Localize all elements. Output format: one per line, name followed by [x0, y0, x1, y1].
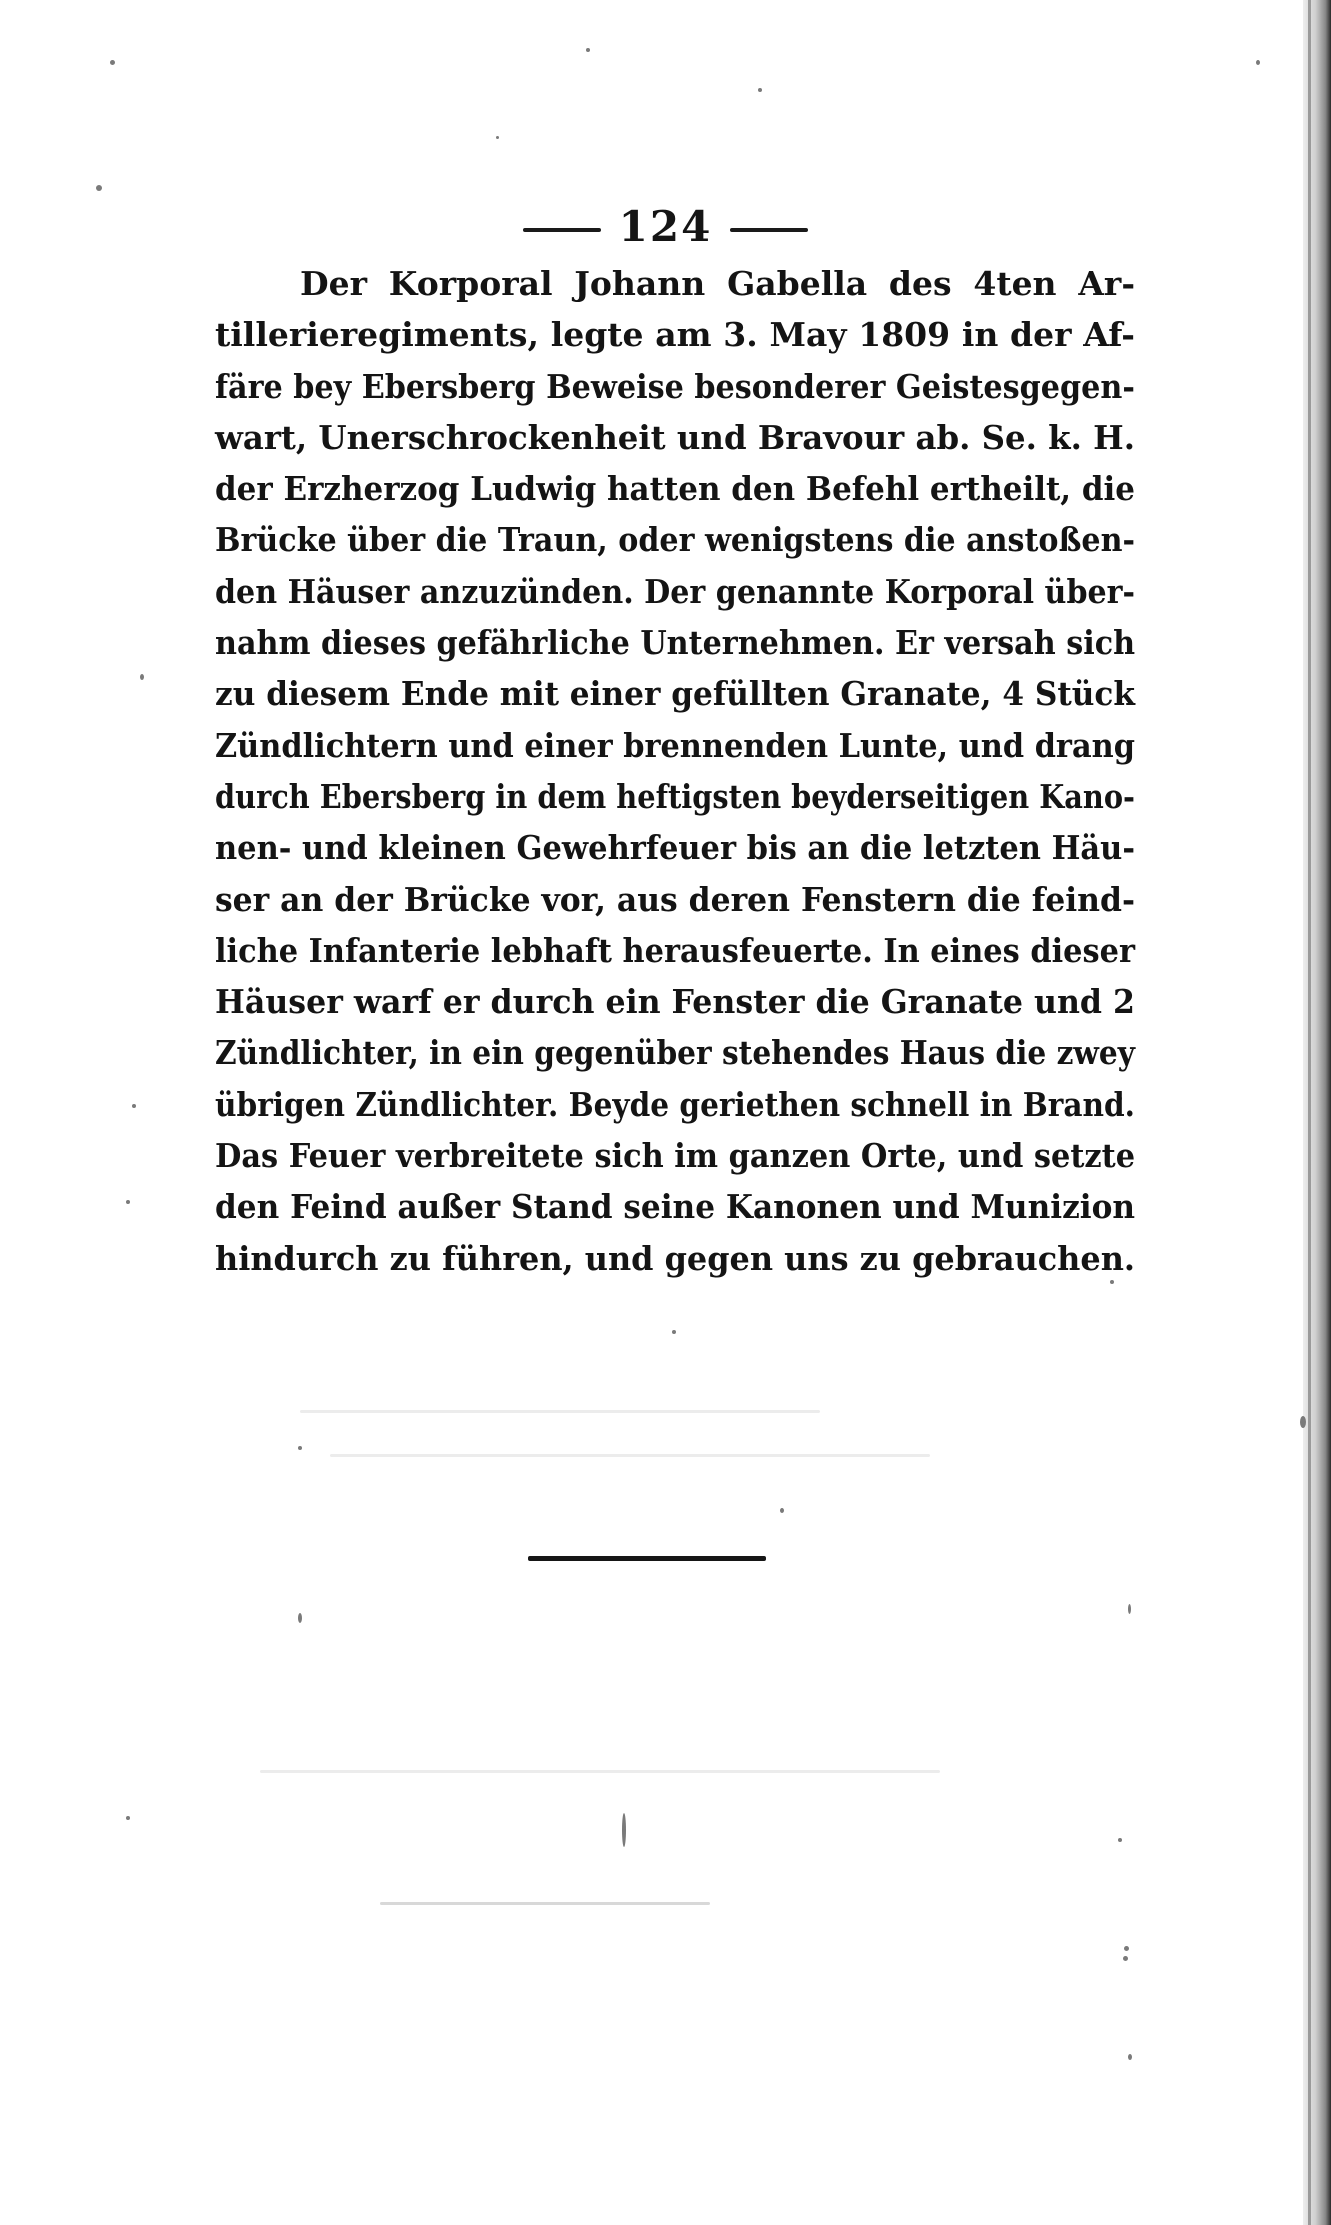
scan-speck [96, 185, 102, 191]
page-edge-line [1308, 0, 1311, 2225]
scan-speck [1128, 1604, 1131, 1614]
scan-speck [298, 1613, 302, 1623]
text-line: nahm dieses gefährliche Unternehmen. Er versah sich [215, 623, 1136, 663]
text-line: zu diesem Ende mit einer gefüllten Granate, 4 Stück [215, 674, 1136, 714]
scan-speck [1128, 2054, 1132, 2060]
text-line: nen- und kleinen Gewehrfeuer bis an die letzten Häu- [215, 828, 1136, 868]
scan-speck [1123, 1956, 1128, 1961]
text-line: Das Feuer verbreitete sich im ganzen Orte, und setzte [215, 1136, 1136, 1176]
scan-speck [298, 1446, 302, 1450]
text-line: Der Korporal Johann Gabella des 4ten Ar- [300, 264, 1136, 303]
section-end-rule [528, 1556, 766, 1561]
text-line: den Häuser anzuzünden. Der genannte Korporal über- [215, 571, 1136, 611]
header-ornament-right [730, 228, 808, 232]
scan-speck [1124, 1946, 1129, 1951]
bleed-through [380, 1902, 710, 1905]
text-line: der Erzherzog Ludwig hatten den Befehl ertheilt, die [215, 469, 1136, 509]
bleed-through [300, 1410, 820, 1413]
scan-speck [1256, 60, 1260, 65]
text-line: tillerieregiments, legte am 3. May 1809 in der Af- [215, 315, 1135, 355]
bleed-through [330, 1454, 930, 1457]
scan-speck [1300, 1416, 1306, 1428]
text-line: Häuser warf er durch ein Fenster die Granate und 2 [215, 982, 1136, 1022]
page-number: 124 [618, 202, 713, 251]
scan-speck [622, 1813, 626, 1847]
scan-speck [140, 674, 144, 680]
text-line: färe bey Ebersberg Beweise besonderer Geistesgegen- [215, 366, 1135, 406]
text-line: durch Ebersberg in dem heftigsten beyderseitigen Kano- [215, 776, 1136, 816]
page-header [0, 202, 1331, 251]
text-line: Zündlichtern und einer brennenden Lunte, und drang [215, 725, 1135, 765]
scan-speck [780, 1508, 784, 1513]
scan-speck [758, 88, 762, 92]
scan-speck [1118, 1838, 1122, 1842]
header-ornament-left [523, 228, 601, 232]
scan-speck [672, 1330, 676, 1334]
scan-speck [110, 60, 115, 65]
scan-speck [126, 1816, 130, 1820]
scan-speck [586, 48, 590, 52]
text-line: ser an der Brücke vor, aus deren Fenstern die feind- [215, 879, 1136, 919]
scan-speck [126, 1200, 130, 1204]
text-line: wart, Unerschrockenheit und Bravour ab. Se. k. H. [215, 417, 1136, 457]
body-text [215, 258, 1135, 1284]
scan-speck [496, 136, 499, 139]
text-line: hindurch zu führen, und gegen uns zu gebrauchen. [215, 1238, 1136, 1278]
text-line: übrigen Zündlichter. Beyde geriethen schnell in Brand. [215, 1084, 1135, 1124]
text-line: Brücke über die Traun, oder wenigstens die anstoßen- [215, 520, 1135, 560]
bleed-through [260, 1770, 940, 1773]
text-line: Zündlichter, in ein gegenüber stehendes Haus die zwey [215, 1033, 1135, 1073]
scan-speck [132, 1104, 136, 1108]
text-line: liche Infanterie lebhaft herausfeuerte. In eines dieser [215, 930, 1136, 970]
text-line: den Feind außer Stand seine Kanonen und Munizion [215, 1187, 1136, 1227]
